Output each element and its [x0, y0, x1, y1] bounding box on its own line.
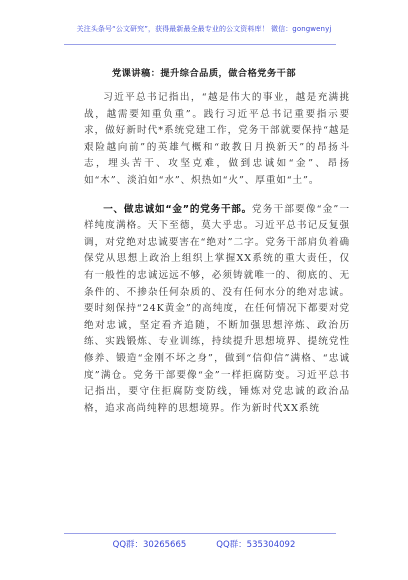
footer	[0, 538, 408, 550]
footer-qq-group-1: QQ群：30265665	[112, 540, 187, 550]
section-1-paragraph	[84, 202, 350, 418]
document-body	[84, 90, 350, 429]
section-1-body: 党务干部要像“金”一样纯度满格。天下至德，莫大乎忠。习近平总书记反复强调，对党绝对忠诚要害在“绝对”二字。党务干部肩负着确保党从思想上政治上组织上掌握XX系统的重大责任，仅有一般性的忠诚远远不够，必须铸就唯一的、彻底的、无条件的、不掺杂任何杂质的、没有任何水分的绝对忠诚。要时刻保持“24K黄金”的高纯度，在任何情况下都要对党绝对忠诚，坚定看齐追随，不断加强思想淬炼、政治历练、实践锻炼、专业训练，持续提升思想境界、提统党性修养、锻造“金刚不坏之身”，做到“信仰信”满格、“忠诚度”满仓。党务干部要像“金”一样拒腐防变。习近平总书记指出，要守住拒腐防变防线，锤炼对党忠诚的政治品格，追求高尚纯粹的思想境界。作为新时代XX系统	[84, 203, 350, 414]
section-1-heading: 一、做忠诚如“金”的党务干部。	[103, 203, 253, 215]
header-banner: 关注头条号“公文研究”，获得最新最全最专业的公文资料库！ 微信：gongwenyj	[76, 25, 332, 33]
document-title: 党课讲稿：提升综合品质，做合格党务干部	[111, 68, 297, 79]
footer-divider	[64, 533, 336, 534]
header-divider	[64, 44, 336, 45]
footer-qq-group-2: QQ群：535304092	[216, 540, 296, 550]
intro-paragraph: 习近平总书记指出，“越是伟大的事业，越是充满挑战，越需要知重负重”。践行习近平总书记重要指示要求，做好新时代*系统党建工作，党务干部就要保持“越是艰险越向前”的英雄气概和“敢教日月换新天”的昂扬斗志，埋头苦干、攻坚克难，做到忠诚如“金”、昂扬如“木”、淡泊如“水”、炽热如“火”、厚重如“土”。	[84, 92, 350, 186]
